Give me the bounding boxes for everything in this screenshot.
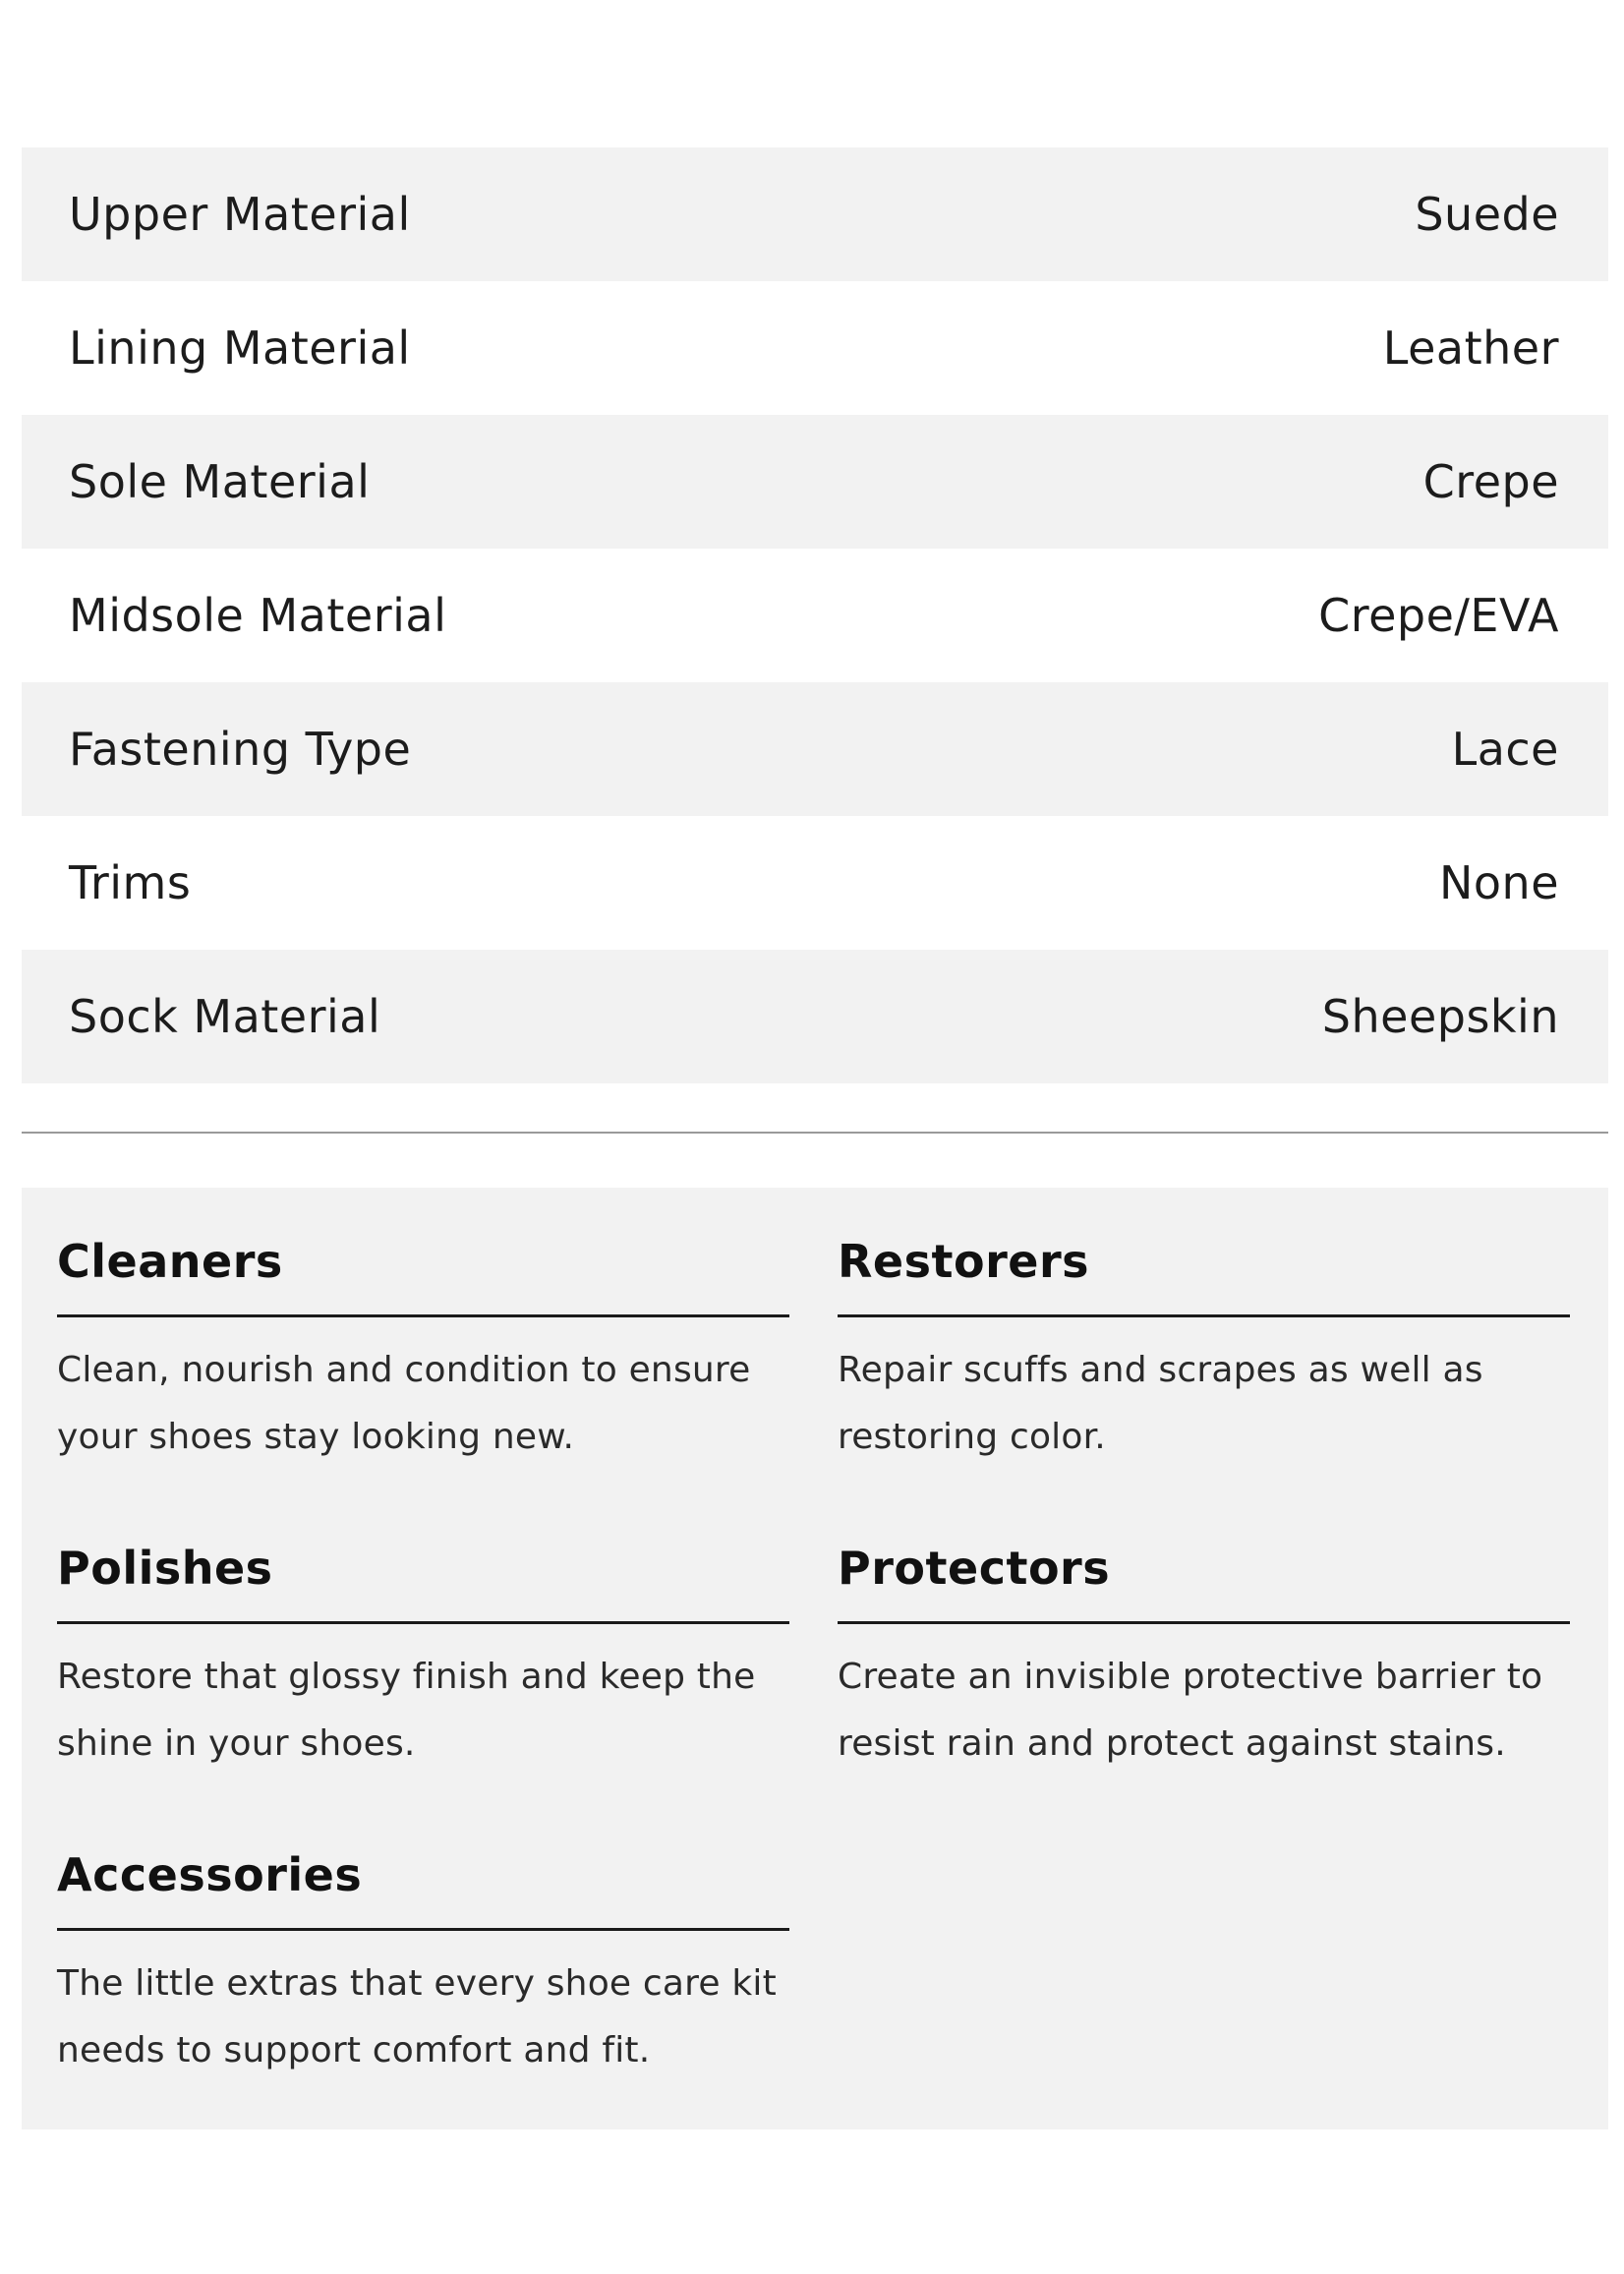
care-category-polishes[interactable] (57, 1544, 789, 1778)
spec-value: Crepe/EVA (1318, 589, 1559, 642)
spec-row-sole-material (22, 415, 1608, 549)
care-title-protectors[interactable]: Protectors (838, 1544, 1570, 1624)
care-desc-restorers: Repair scuffs and scrapes as well as restoring color. (838, 1349, 1483, 1457)
spec-row-midsole-material (22, 549, 1608, 682)
care-category-protectors[interactable] (838, 1544, 1570, 1778)
care-desc-protectors: Create an invisible protective barrier to resist rain and protect against stains. (838, 1656, 1543, 1764)
spec-row-lining-material (22, 281, 1608, 415)
spec-value: Suede (1415, 188, 1559, 241)
spec-label: Trims (69, 856, 192, 909)
care-category-restorers[interactable] (838, 1237, 1570, 1471)
spec-value: Lace (1451, 723, 1559, 776)
specifications-table (22, 147, 1608, 1083)
spec-row-trims (22, 816, 1608, 950)
care-desc-accessories: The little extras that every shoe care kit needs to support comfort and fit. (57, 1962, 777, 2070)
spec-row-fastening-type (22, 682, 1608, 816)
spec-value: Leather (1382, 321, 1559, 375)
section-divider (22, 1132, 1608, 1134)
spec-label: Sock Material (69, 990, 381, 1043)
care-title-polishes[interactable]: Polishes (57, 1544, 789, 1624)
spec-row-sock-material (22, 950, 1608, 1083)
spec-label: Sole Material (69, 455, 371, 508)
spec-label: Fastening Type (69, 723, 412, 776)
shoe-care-panel (22, 1188, 1608, 2129)
care-title-cleaners[interactable]: Cleaners (57, 1237, 789, 1317)
spec-label: Lining Material (69, 321, 411, 375)
care-desc-polishes: Restore that glossy finish and keep the shine in your shoes. (57, 1656, 756, 1764)
care-title-accessories[interactable]: Accessories (57, 1850, 789, 1931)
spec-row-upper-material (22, 147, 1608, 281)
care-category-accessories[interactable] (57, 1850, 789, 2084)
spec-value: Crepe (1422, 455, 1559, 508)
care-title-restorers[interactable]: Restorers (838, 1237, 1570, 1317)
spec-value: Sheepskin (1321, 990, 1559, 1043)
spec-value: None (1438, 856, 1559, 909)
spec-label: Upper Material (69, 188, 411, 241)
spec-label: Midsole Material (69, 589, 447, 642)
care-category-cleaners[interactable] (57, 1237, 789, 1471)
care-desc-cleaners: Clean, nourish and condition to ensure your shoes stay looking new. (57, 1349, 751, 1457)
